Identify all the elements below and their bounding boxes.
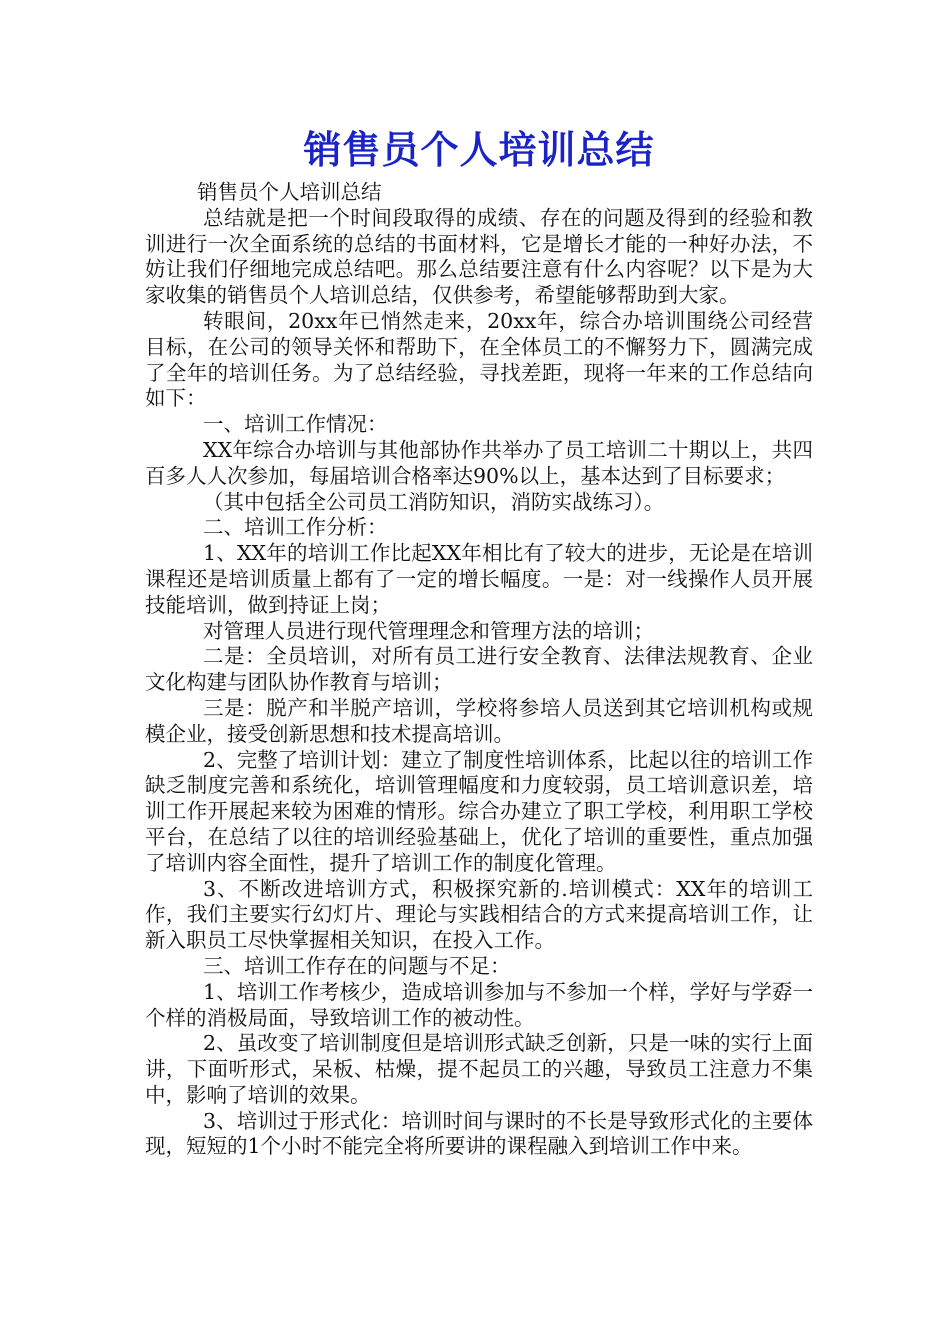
intro-paragraph: 总结就是把一个时间段取得的成绩、存在的问题及得到的经验和教训进行一次全面系统的总结的书面材料，它是增长才能的一种好办法，不妨让我们仔细地完成总结吧。那么总结要注意有什么内容呢？以下是为大家收集的销售员个人培训总结，仅供参考，希望能够帮助到大家。 <box>145 205 813 308</box>
body-paragraph: 2、完整了培训计划：建立了制度性培训体系，比起以往的培训工作缺乏制度完善和系统化，培训管理幅度和力度较弱，员工培训意识差，培训工作开展起来较为困难的情形。综合办建立了职工学校，利用职工学校平台，在总结了以往的培训经验基础上，优化了培训的重要性，重点加强了培训内容全面性，提升了培训工作的制度化管理。 <box>145 747 813 875</box>
subtitle-paragraph: 销售员个人培训总结 <box>197 180 382 204</box>
body-paragraph: （其中包括全公司员工消防知识，消防实战练习）。 <box>203 489 665 514</box>
body-paragraph: XX年综合办培训与其他部协作共举办了员工培训二十期以上，共四百多人人次参加，每届培训合格率达90%以上，基本达到了目标要求； <box>145 437 813 488</box>
body-paragraph: 对管理人员进行现代管理理念和管理方法的培训； <box>203 618 654 643</box>
body-paragraph: 3、不断改进培训方式，积极探究新的.培训模式：XX年的培训工作，我们主要实行幻灯片、理论与实践相结合的方式来提高培训工作，让新入职员工尽快掌握相关知识，在投入工作。 <box>145 876 813 953</box>
body-paragraph: 1、培训工作考核少，造成培训参加与不参加一个样，学好与学孬一个样的消极局面，导致培训工作的被动性。 <box>145 979 813 1030</box>
document-page <box>145 120 813 1160</box>
document-title: 销售员个人培训总结 <box>303 127 655 172</box>
body-paragraph: 3、培训过于形式化：培训时间与课时的不长是导致形式化的主要体现，短短的1个小时不能完全将所要讲的课程融入到培训工作中来。 <box>145 1108 813 1159</box>
body-paragraph: 三是：脱产和半脱产培训，学校将参培人员送到其它培训机构或规模企业，接受创新思想和技术提高培训。 <box>145 695 813 746</box>
body-paragraph: 1、XX年的培训工作比起XX年相比有了较大的进步，无论是在培训课程还是培训质量上都有了一定的增长幅度。一是：对一线操作人员开展技能培训，做到持证上岗； <box>145 541 813 617</box>
overview-paragraph: 转眼间，20xx年已悄然走来，20xx年，综合办培训围绕公司经营目标，在公司的领导关怀和帮助下，在全体员工的不懈努力下，圆满完成了全年的培训任务。为了总结经验，寻找差距，现将一年来的工作总结向如下： <box>145 308 813 411</box>
body-paragraph: 2、虽改变了培训制度但是培训形式缺乏创新，只是一味的实行上面讲，下面听形式，呆板、枯燥，提不起员工的兴趣，导致员工注意力不集中，影响了培训的效果。 <box>145 1031 813 1107</box>
section-heading-2: 二、培训工作分析： <box>203 515 388 540</box>
section-heading-1: 一、培训工作情况： <box>203 412 388 437</box>
section-heading-3: 三、培训工作存在的问题与不足： <box>203 953 511 978</box>
body-paragraph: 二是：全员培训，对所有员工进行安全教育、法律法规教育、企业文化构建与团队协作教育与培训； <box>145 644 813 695</box>
